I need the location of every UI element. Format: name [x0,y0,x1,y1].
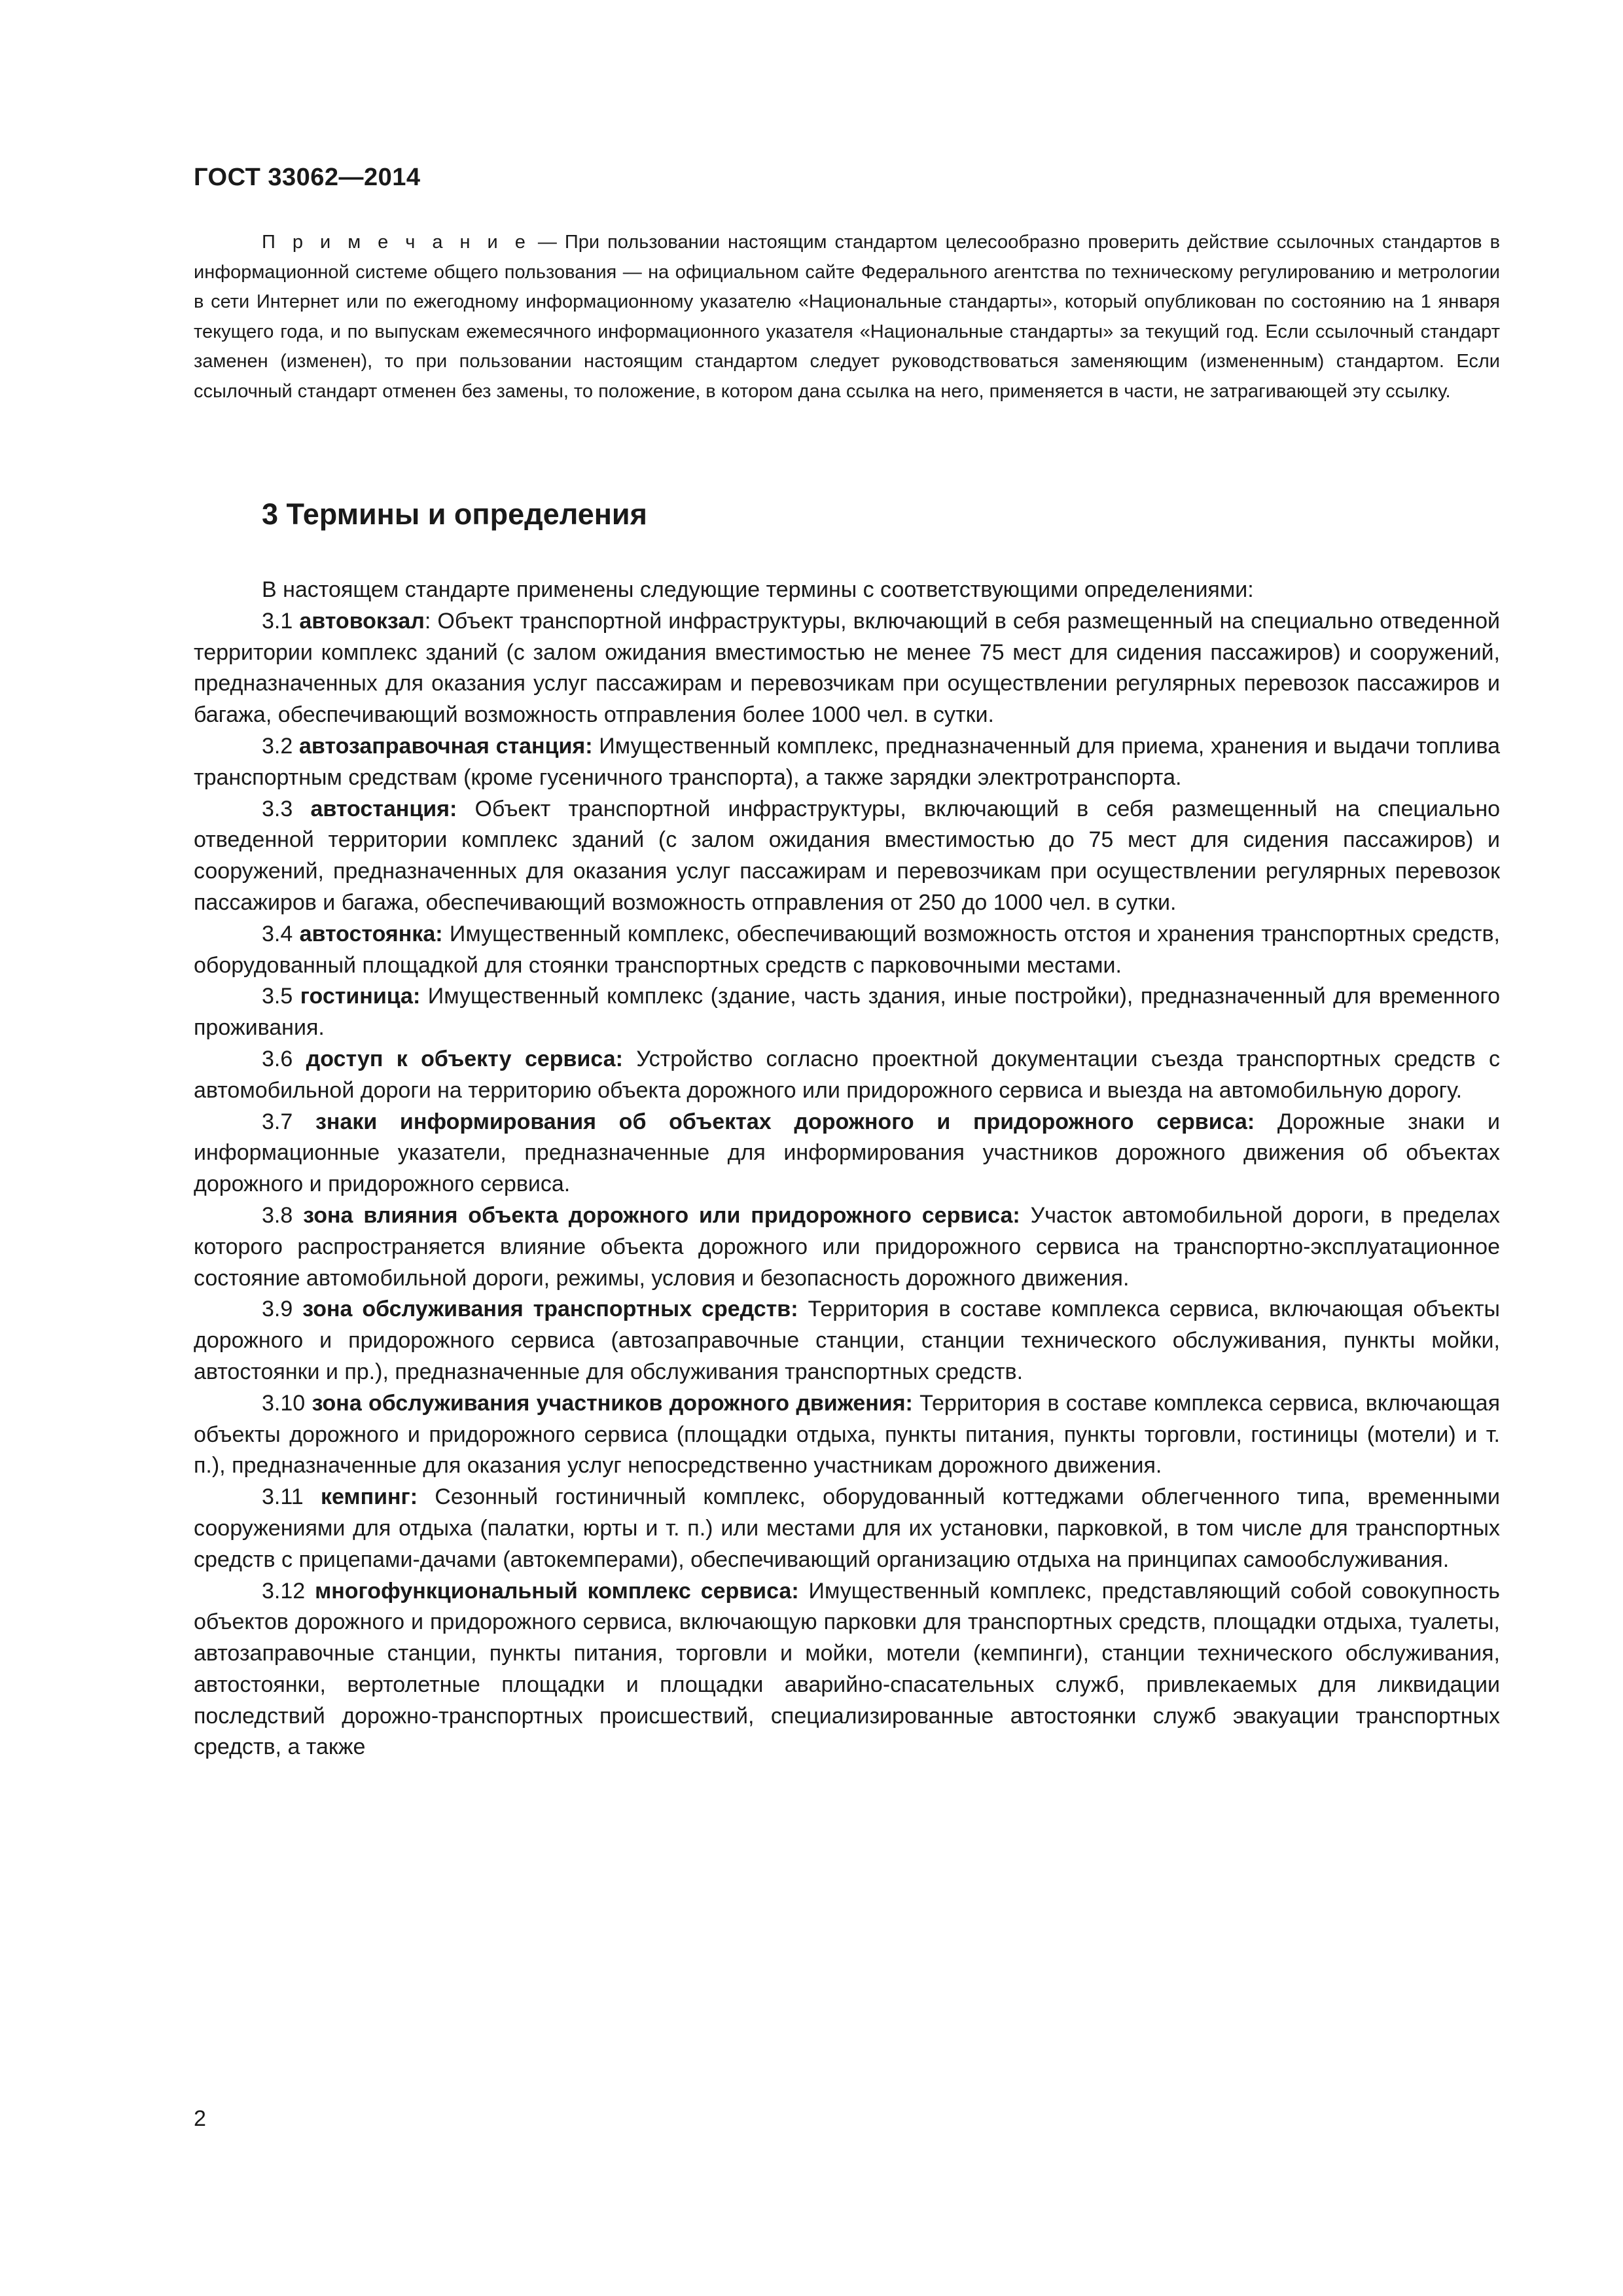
term-name: автостоянка: [299,921,443,946]
term-name: автовокзал [299,608,425,634]
term-item [194,606,1500,731]
term-number: 3.3 [262,796,293,821]
note-text: — При пользовании настоящим стандартом целесообразно проверить действие ссылочных стандартов в информационной системе общего пользования — на официальном сайте Федерального агентства по техническому регулированию и метрологии в сети Интернет или по ежегодному информационному указателю «Национальные стандарты», который опубликован по состоянию на 1 января текущего года, и по выпускам ежемесячного информационного указателя «Национальные стандарты» за текущий год. Если ссылочный стандарт заменен (изменен), то при пользовании настоящим стандартом следует руководствоваться заменяющим (измененным) стандартом. Если ссылочный стандарт отменен без замены, то положение, в котором дана ссылка на него, применяется в части, не затрагивающей эту ссылку. [194,232,1500,402]
term-item [194,1576,1500,1764]
term-item [194,1200,1500,1294]
term-number: 3.4 [262,921,293,946]
term-definition: Сезонный гостиничный комплекс, оборудованный коттеджами облегченного типа, временными сооружениями для отдыха (палатки, юрты и т. п.) или местами для их установки, парковкой, в том числе для транспортных средств с прицепами-дачами (автокемперами), обеспечивающий организацию отдыха на принципах самообслуживания. [194,1484,1500,1572]
page-number: 2 [194,2106,206,2131]
term-definition: : Объект транспортной инфраструктуры, включающий в себя размещенный на специально отведенной территории комплекс зданий (с залом ожидания вместимостью не менее 75 мест для сидения пассажиров) и сооружений, предназначенных для оказания услуг пассажирам и перевозчикам при осуществлении регулярных перевозок пассажиров и багажа, обеспечивающий возможность отправления более 1000 чел. в сутки. [194,608,1501,728]
term-definition: Имущественный комплекс (здание, часть здания, иные постройки), предназначенный для временного проживания. [194,984,1500,1041]
term-number: 3.1 [262,608,293,634]
term-number: 3.11 [262,1484,304,1510]
term-number: 3.7 [262,1109,293,1134]
section-intro: В настоящем стандарте применены следующие термины с соответствующими определениями: [262,577,1254,602]
term-number: 3.6 [262,1046,293,1071]
term-definition: Имущественный комплекс, обеспечивающий возможность отстоя и хранения транспортных средств, оборудованный площадкой для стоянки транспортных средств с парковочными местами. [194,921,1501,978]
term-definition: Имущественный комплекс, представляющий собой совокупность объектов дорожного и придорожного сервиса, включающую парковки для транспортных средств, площадки отдыха, туалеты, автозаправочные станции, пункты питания, торговли и мойки, мотели (кемпинги), станции технического обслуживания, автостоянки, вертолетные площадки и площадки аварийно-спасательных служб, привлекаемых для ликвидации последствий дорожно-транспортных происшествий, специализированные автостоянки служб эвакуации транспортных средств, а также [194,1578,1500,1760]
section-heading: 3 Термины и определения [262,497,647,531]
term-number: 3.2 [262,733,293,759]
term-item [194,1044,1500,1107]
term-name: многофункциональный комплекс сервиса: [315,1578,799,1604]
term-item [194,981,1500,1044]
term-number: 3.5 [262,984,293,1009]
term-name: доступ к объекту сервиса: [306,1046,623,1071]
term-name: зона обслуживания транспортных средств: [302,1297,798,1322]
document-code-header: ГОСТ 33062—2014 [194,164,421,191]
term-definition: Дорожные знаки и информационные указатели, предназначенные для информирования участников дорожного движения об объектах дорожного и придорожного сервиса. [194,1109,1500,1197]
term-name: знаки информирования об объектах дорожного и придорожного сервиса: [315,1109,1255,1134]
term-name: кемпинг: [320,1484,418,1510]
terms-body [194,575,1500,1763]
term-definition: Имущественный комплекс, предназначенный для приема, хранения и выдачи топлива транспортным средствам (кроме гусеничного транспорта), а также зарядки электротранспорта. [194,733,1500,790]
reference-note [194,228,1500,406]
term-item [194,1482,1500,1575]
note-label: П р и м е ч а н и е [262,232,530,253]
term-definition: Объект транспортной инфраструктуры, включающий в себя размещенный на специально отведенной территории комплекс зданий (с залом ожидания вместимостью до 75 мест для сидения пассажиров) и сооружений, предназначенных для оказания услуг пассажирам и перевозчикам при осуществлении регулярных перевозок пассажиров и багажа, обеспечивающий возможность отправления от 250 до 1000 чел. в сутки. [194,796,1501,915]
term-definition: Устройство согласно проектной документации съезда транспортных средств с автомобильной дороги на территорию объекта дорожного или придорожного сервиса и выезда на автомобильную дорогу. [194,1046,1501,1103]
term-item [194,731,1500,794]
term-name: автозаправочная станция: [299,733,593,759]
term-name: зона обслуживания участников дорожного движения: [312,1390,913,1416]
term-definition: Территория в составе комплекса сервиса, включающая объекты дорожного и придорожного сервиса (автозаправочные станции, станции технического обслуживания, пункты мойки, автостоянки и пр.), предназначенные для обслуживания транспортных средств. [194,1297,1500,1384]
term-number: 3.8 [262,1202,293,1228]
term-item [194,919,1500,982]
term-definition: Территория в составе комплекса сервиса, включающая объекты дорожного и придорожного сервиса (площадки отдыха, пункты питания, пункты торговли, гостиницы (мотели) и т. п.), предназначенные для оказания услуг непосредственно участникам дорожного движения. [194,1390,1500,1479]
term-item [194,1107,1500,1200]
term-item [194,1294,1500,1388]
term-definition: Участок автомобильной дороги, в пределах которого распространяется влияние объекта дорожного или придорожного сервиса на транспортно-эксплуатационное состояние автомобильной дороги, режимы, условия и безопасность дорожного движения. [194,1202,1500,1291]
term-name: зона влияния объекта дорожного или придорожного сервиса: [303,1202,1020,1228]
term-name: гостиница: [300,984,421,1009]
term-number: 3.10 [262,1390,306,1416]
term-item [194,794,1500,919]
term-item [194,1388,1500,1482]
term-name: автостанция: [310,796,457,821]
term-number: 3.12 [262,1578,306,1604]
term-number: 3.9 [262,1297,293,1322]
